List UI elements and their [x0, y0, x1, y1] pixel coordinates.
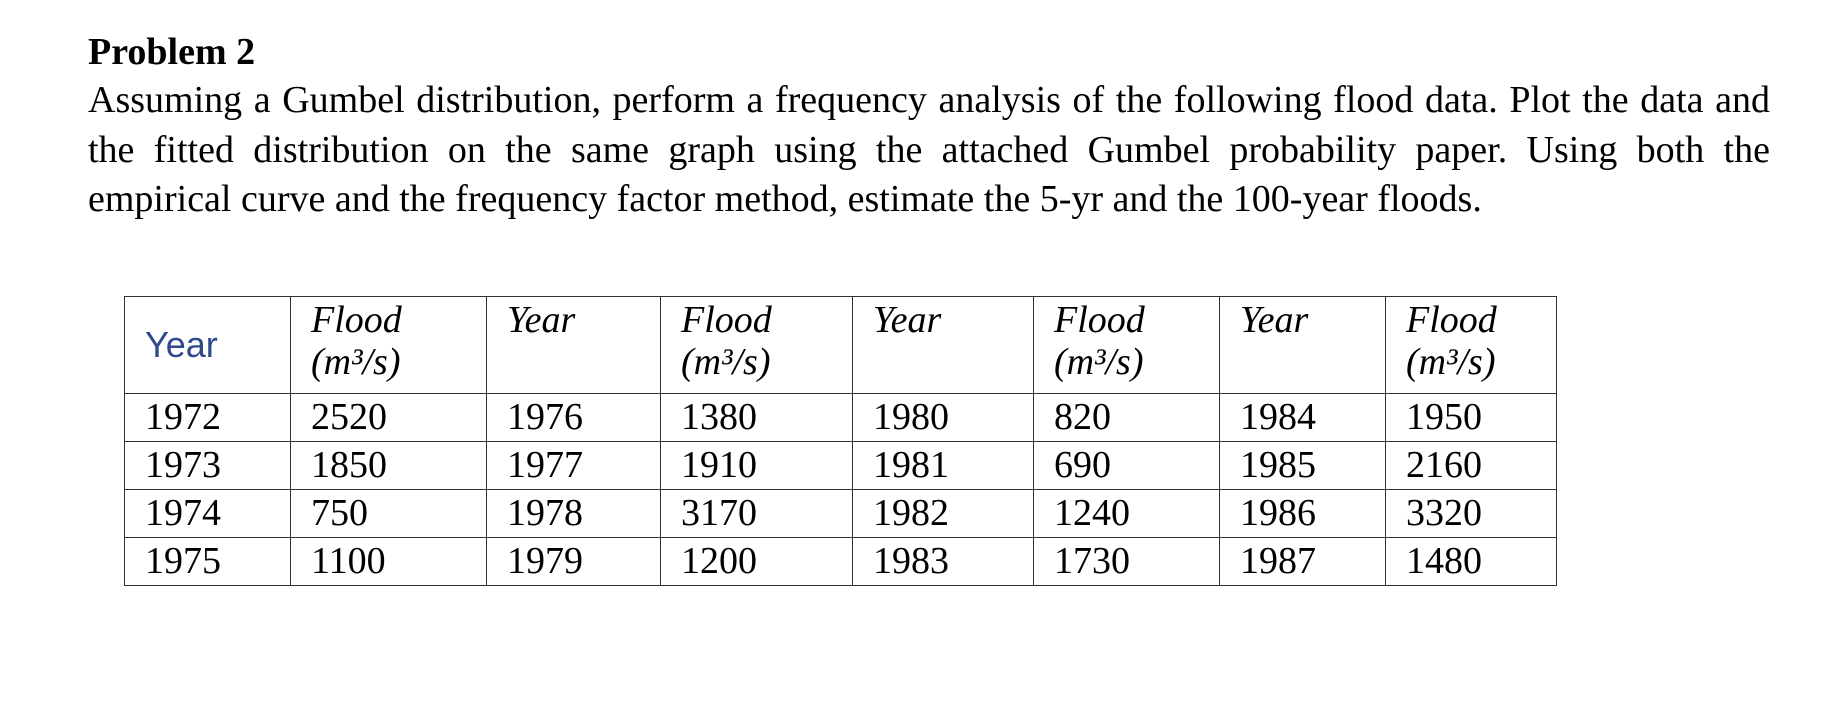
header-unit: (m³/s) [1054, 341, 1144, 383]
table-cell: 1985 [1220, 442, 1386, 490]
table-cell: 1976 [487, 394, 661, 442]
header-unit: (m³/s) [311, 341, 401, 383]
table-cell: 1986 [1220, 490, 1386, 538]
header-flood [291, 297, 487, 394]
table-cell: 690 [1034, 442, 1220, 490]
header-label: Flood [1406, 299, 1497, 341]
table-cell: 1974 [125, 490, 291, 538]
header-unit: (m³/s) [1406, 341, 1496, 383]
table-cell: 3170 [661, 490, 853, 538]
table-cell: 1980 [853, 394, 1034, 442]
header-year [1220, 297, 1386, 394]
table-cell: 1100 [291, 538, 487, 586]
table-cell: 1380 [661, 394, 853, 442]
table-cell: 1910 [661, 442, 853, 490]
problem-section [88, 28, 1770, 225]
table-cell: 1972 [125, 394, 291, 442]
header-flood [1034, 297, 1220, 394]
table-cell: 1983 [853, 538, 1034, 586]
table-cell: 1975 [125, 538, 291, 586]
table-header-row [125, 297, 1557, 394]
table-row [125, 442, 1557, 490]
header-label: Year [873, 299, 942, 341]
header-label: Year [1240, 299, 1309, 341]
flood-data-table-wrapper [124, 296, 1557, 586]
table-cell: 1973 [125, 442, 291, 490]
table-cell: 1200 [661, 538, 853, 586]
table-cell: 1480 [1386, 538, 1557, 586]
table-cell: 2520 [291, 394, 487, 442]
header-unit: (m³/s) [681, 341, 771, 383]
problem-title: Problem 2 [88, 31, 256, 73]
table-cell: 1730 [1034, 538, 1220, 586]
table-cell: 1979 [487, 538, 661, 586]
table-cell: 1950 [1386, 394, 1557, 442]
table-cell: 1987 [1220, 538, 1386, 586]
table-cell: 750 [291, 490, 487, 538]
table-row [125, 490, 1557, 538]
header-label: Flood [311, 299, 402, 341]
table-cell: 1984 [1220, 394, 1386, 442]
problem-statement: Assuming a Gumbel distribution, perform a frequency analysis of the following flood data. Plot the data and the fitted distribution on the same graph using the attached Gumbel probability paper. Using both the empirical curve and the frequency factor method, estimate the 5-yr and the 100-year floods. [88, 79, 1770, 220]
table-row [125, 394, 1557, 442]
header-year [853, 297, 1034, 394]
header-label: Flood [1054, 299, 1145, 341]
table-row [125, 538, 1557, 586]
header-flood [1386, 297, 1557, 394]
table-cell: 3320 [1386, 490, 1557, 538]
table-cell: 1981 [853, 442, 1034, 490]
header-label: Year [507, 299, 576, 341]
table-cell: 820 [1034, 394, 1220, 442]
flood-data-table [124, 296, 1557, 586]
table-cell: 1978 [487, 490, 661, 538]
header-year [125, 297, 291, 394]
header-label: Flood [681, 299, 772, 341]
table-cell: 1240 [1034, 490, 1220, 538]
header-label: Year [145, 324, 218, 365]
table-cell: 1977 [487, 442, 661, 490]
table-cell: 1982 [853, 490, 1034, 538]
table-cell: 1850 [291, 442, 487, 490]
header-year [487, 297, 661, 394]
table-cell: 2160 [1386, 442, 1557, 490]
header-flood [661, 297, 853, 394]
